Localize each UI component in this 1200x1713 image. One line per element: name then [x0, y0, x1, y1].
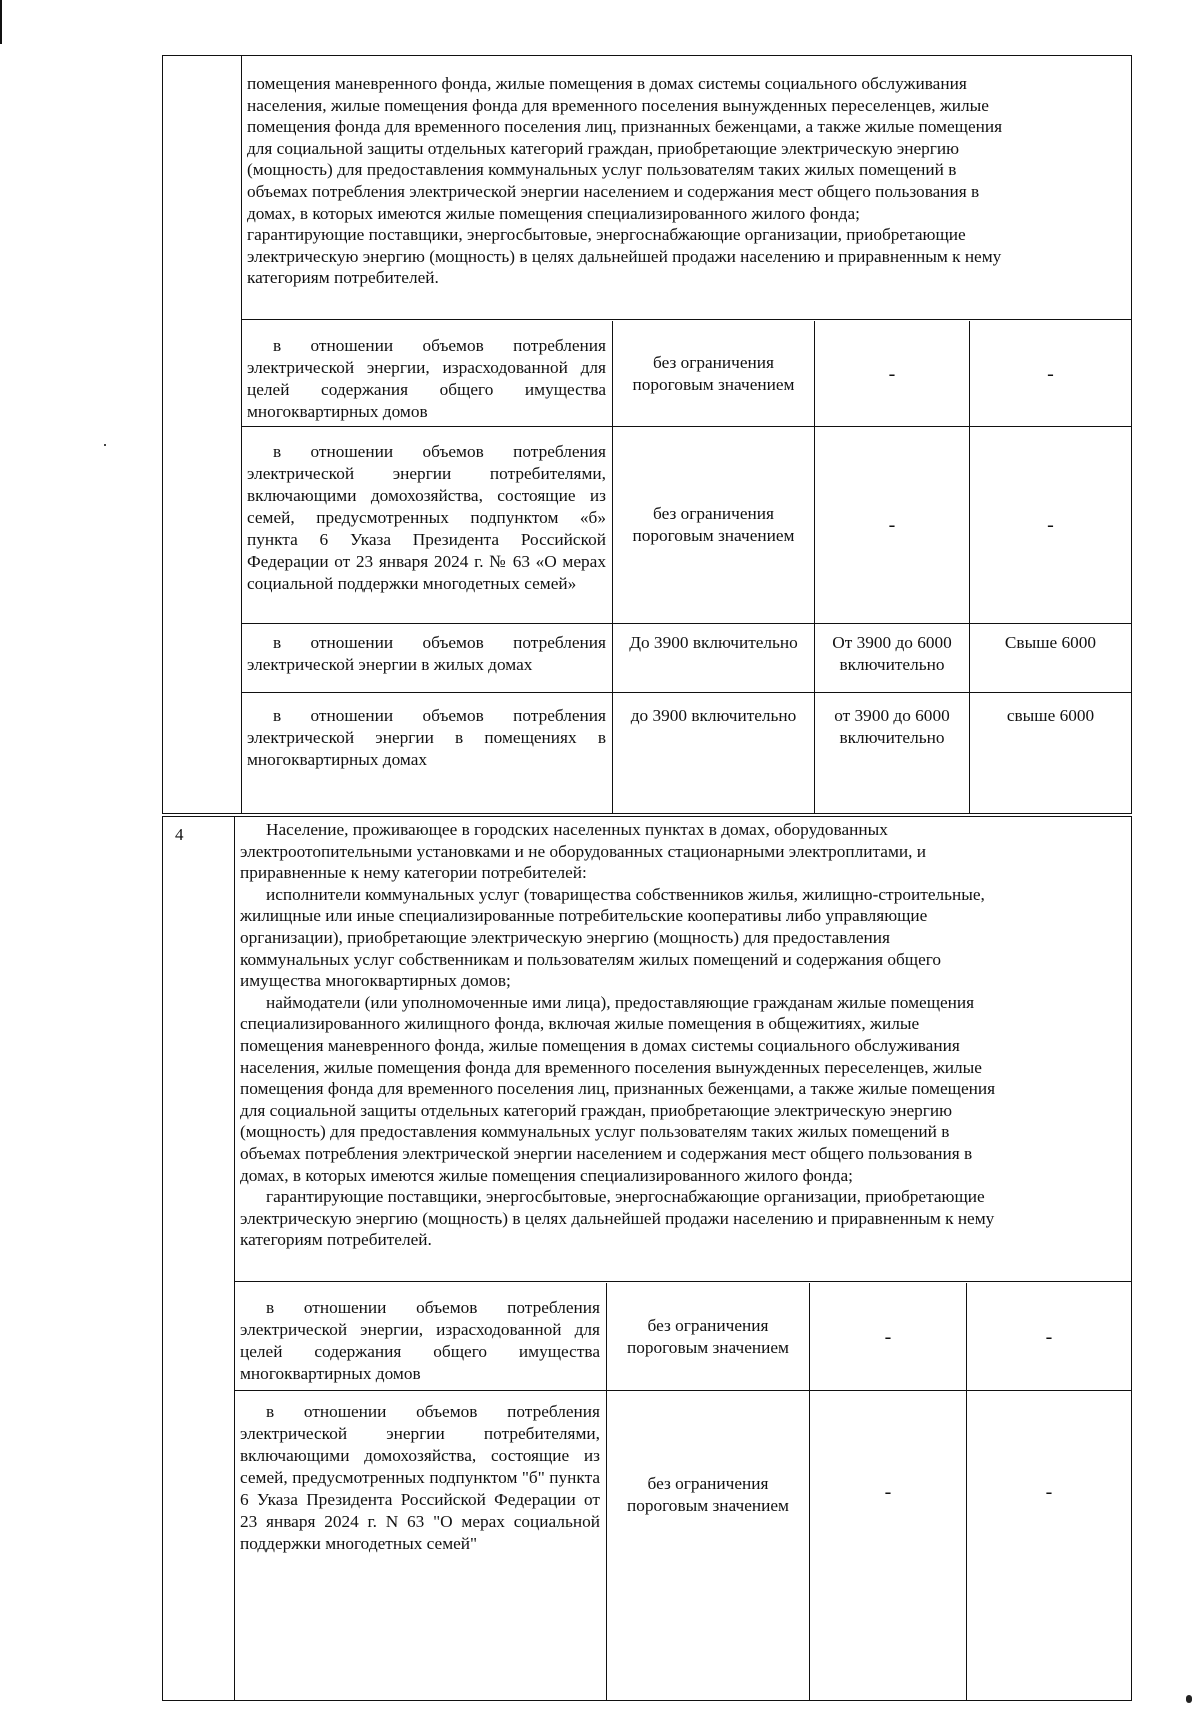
range-2-cell: от 3900 до 6000 включительно: [815, 693, 970, 813]
description-cell: [235, 1283, 607, 1390]
table-row: [235, 1283, 1131, 1390]
scan-edge-mark: [0, 0, 2, 44]
table-row: [242, 321, 1131, 427]
range-3-cell: Свыше 6000: [1004, 633, 1097, 652]
paragraph-line: исполнители коммунальных услуг (товарищества собственников жилья, жилищно-строительные,: [266, 884, 985, 904]
paragraph-line: помещения маневренного фонда, жилые помещения в домах системы социального обслуживания: [240, 1035, 960, 1055]
paragraph-line: для социальной защиты отдельных категорий граждан, приобретающие электрическую энергию: [240, 1100, 953, 1120]
description-cell: [242, 624, 613, 692]
range-2-cell: -: [810, 1283, 967, 1390]
range-2-cell: -: [815, 321, 970, 426]
range-3-cell: -: [1045, 1481, 1053, 1503]
range-3-cell: свыше 6000: [1006, 706, 1095, 725]
paragraph-line: коммунальных услуг собственникам и пользователям жилых помещений и содержания общего: [240, 949, 942, 969]
paragraph-line: гарантирующие поставщики, энергосбытовые, энергоснабжающие организации, приобретающие: [247, 225, 966, 245]
block-body: [242, 56, 1131, 813]
paragraph-line: помещения маневренного фонда, жилые помещения в домах системы социального обслуживания: [247, 74, 967, 93]
row-number-cell: [163, 56, 242, 813]
range-2-cell: -: [815, 427, 970, 623]
range-3-cell: -: [1047, 362, 1054, 385]
range-2-cell: -: [810, 1391, 967, 1701]
table-row: [242, 624, 1131, 693]
table-row: [242, 427, 1131, 624]
row-description: в отношении объемов потребления электрической энергии в помещениях в многоквартирных домах: [247, 706, 606, 769]
range-1-cell: до 3900 включительно: [613, 693, 815, 813]
paragraph-line: электроотопительными установками и не оборудованных стационарными электроплитами, и: [240, 841, 927, 861]
range-1-cell: без ограничения пороговым значением: [607, 1391, 810, 1701]
paragraph-line: населения, жилые помещения фонда для временного поселения вынужденных переселенцев, жилые: [240, 1057, 982, 1077]
range-1-cell: До 3900 включительно: [613, 624, 815, 692]
paragraph-line: специализированного жилищного фонда, включая жилые помещения в общежитиях, жилые: [240, 1014, 920, 1034]
paragraph-line: организации), приобретающие электрическую энергию (мощность) для предоставления: [240, 927, 890, 947]
description-cell: [242, 693, 613, 813]
consumer-categories-paragraph: [235, 817, 1131, 1282]
paragraph-line: электрическую энергию (мощность) в целях дальнейшей продажи населению и приравненным к нему: [240, 1208, 995, 1228]
row-description: в отношении объемов потребления электрической энергии, израсходованной для целей содержания общего имущества многоквартирных домов: [240, 1298, 600, 1383]
paragraph-line: для социальной защиты отдельных категорий граждан, приобретающие электрическую энергию: [247, 138, 960, 158]
tariff-block-continued: [162, 55, 1132, 814]
paragraph-line: Население, проживающее в городских населенных пунктах в домах, оборудованных: [266, 820, 888, 839]
paragraph-line: гарантирующие поставщики, энергосбытовые, энергоснабжающие организации, приобретающие: [266, 1187, 985, 1207]
row-number: 4: [175, 825, 184, 844]
paragraph-line: наймодатели (или уполномоченные ими лица), предоставляющие гражданам жилые помещения: [266, 992, 975, 1012]
paragraph-line: помещения фонда для временного поселения лиц, признанных беженцами, а также жилые помещения: [247, 117, 1003, 137]
row-description: в отношении объемов потребления электрической энергии в жилых домах: [247, 633, 606, 674]
range-1-cell: без ограничения пороговым значением: [613, 427, 815, 623]
range-1-cell: без ограничения пороговым значением: [613, 321, 815, 426]
paragraph-line: категориям потребителей.: [247, 268, 439, 288]
paragraph-line: домах, в которых имеются жилые помещения специализированного жилого фонда;: [240, 1165, 853, 1185]
description-cell: [242, 427, 613, 623]
scan-spot: [1186, 1695, 1192, 1703]
paragraph-line: домах, в которых имеются жилые помещения специализированного жилого фонда;: [247, 203, 860, 223]
scan-dot: [104, 444, 106, 446]
range-3-cell: -: [1045, 1325, 1053, 1348]
paragraph-line: населения, жилые помещения фонда для временного поселения вынужденных переселенцев, жилые: [247, 95, 989, 115]
row-description: в отношении объемов потребления электрической энергии, израсходованной для целей содержания общего имущества многоквартирных домов: [247, 336, 606, 421]
paragraph-line: объемах потребления электрической энергии населением и содержания мест общего пользования в: [240, 1143, 973, 1163]
range-1-cell: без ограничения пороговым значением: [607, 1283, 810, 1390]
description-cell: [235, 1391, 607, 1701]
row-description: в отношении объемов потребления электрической энергии потребителями, включающими домохозяйства, состоящие из семей, предусмотренных подпунктом «б» пункта 6 Указа Президента Российской Федерации от 23 января 2024 г. № 63 «О мерах социальной поддержки многодетных семей»: [247, 442, 606, 593]
consumer-categories-paragraph: [242, 56, 1131, 320]
paragraph-line: (мощность) для предоставления коммунальных услуг пользователям таких жилых помещений в: [240, 1122, 950, 1142]
row-number-cell: [163, 817, 235, 1700]
paragraph-line: жилищные или иные специализированные потребительские кооперативы либо управляющие: [240, 906, 928, 926]
range-2-cell: От 3900 до 6000 включительно: [815, 624, 970, 692]
paragraph-line: категориям потребителей.: [240, 1230, 432, 1250]
paragraph-line: (мощность) для предоставления коммунальных услуг пользователям таких жилых помещений в: [247, 160, 957, 180]
table-row: [235, 1390, 1131, 1701]
paragraph-line: электрическую энергию (мощность) в целях дальнейшей продажи населению и приравненным к нему: [247, 246, 1002, 266]
row-description: в отношении объемов потребления электрической энергии потребителями, включающими домохозяйства, состоящие из семей, предусмотренных подпунктом "б" пункта 6 Указа Президента Российской Федерации от 23 января 2024 г. N 63 "О мерах социальной поддержки многодетных семей": [240, 1402, 600, 1553]
paragraph-line: приравненные к нему категории потребителей:: [240, 863, 587, 883]
tariff-block-item-4: [162, 816, 1132, 1701]
paragraph-line: помещения фонда для временного поселения лиц, признанных беженцами, а также жилые помещения: [240, 1079, 996, 1099]
table-row: [242, 693, 1131, 813]
range-3-cell: -: [1047, 514, 1054, 536]
paragraph-line: объемах потребления электрической энергии населением и содержания мест общего пользования в: [247, 181, 980, 201]
block-body: [235, 817, 1131, 1700]
paragraph-line: имущества многоквартирных домов;: [240, 971, 511, 991]
description-cell: [242, 321, 613, 426]
